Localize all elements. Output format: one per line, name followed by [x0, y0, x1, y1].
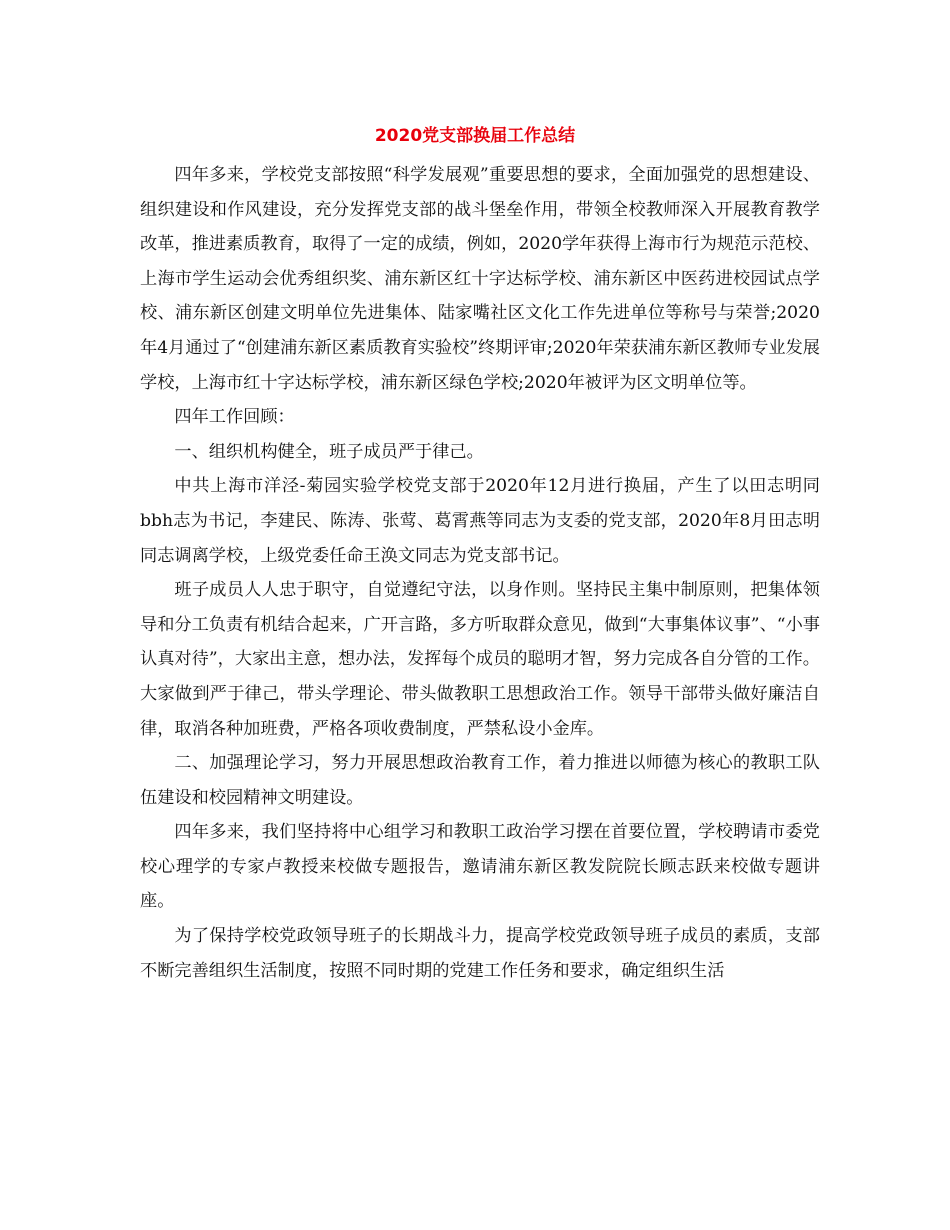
paragraph-organization-life: 为了保持学校党政领导班子的长期战斗力，提高学校党政领导班子成员的素质，支部不断完善组织生活制度，按照不同时期的党建工作任务和要求，确定组织生活 [140, 926, 820, 981]
paragraph-study: 四年多来，我们坚持将中心组学习和教职工政治学习摆在首要位置，学校聘请市委党校心理学的专家卢教授来校做专题报告，邀请浦东新区教发院院长顾志跃来校做专题讲座。 [140, 822, 820, 912]
paragraph-intro: 四年多来，学校党支部按照“科学发展观”重要思想的要求，全面加强党的思想建设、组织建设和作风建设，充分发挥党支部的战斗堡垒作用，带领全校教师深入开展教育教学改革，推进素质教育，取得了一定的成绩，例如，2020学年获得上海市行为规范示范校、上海市学生运动会优秀组织奖、浦东新区红十字达标学校、浦东新区中医药进校园试点学校、浦东新区创建文明单位先进集体、陆家嘴社区文化工作先进单位等称号与荣誉;2020年4月通过了“创建浦东新区素质教育实验校”终期评审;2020年荣获浦东新区教师专业发展学校，上海市红十字达标学校，浦东新区绿色学校;2020年被评为区文明单位等。 [140, 165, 820, 393]
section-heading-1: 一、组织机构健全，班子成员严于律己。 [174, 441, 484, 462]
paragraph-team-members: 班子成员人人忠于职守，自觉遵纪守法，以身作则。坚持民主集中制原则，把集体领导和分工负责有机结合起来，广开言路，多方听取群众意见，做到“大事集体议事”、“小事认真对待”，大家出主意，想办法，发挥每个成员的聪明才智，努力完成各自分管的工作。大家做到严于律己，带头学理论、带头做教职工思想政治工作。领导干部带头做好廉洁自律，取消各种加班费，严格各项收费制度，严禁私设小金库。 [140, 580, 820, 739]
section-heading-2: 二、加强理论学习，努力开展思想政治教育工作，着力推进以师德为核心的教职工队伍建设和校园精神文明建设。 [140, 753, 820, 808]
document-body [140, 158, 820, 988]
paragraph-election: 中共上海市洋泾-菊园实验学校党支部于2020年12月进行换届，产生了以田志明同bbh志为书记，李建民、陈涛、张莺、葛霄燕等同志为支委的党支部，2020年8月田志明同志调离学校，上级党委任命王涣文同志为党支部书记。 [140, 476, 820, 566]
document-title: 2020党支部换届工作总结 [374, 126, 576, 146]
paragraph-review-heading: 四年工作回顾： [174, 407, 295, 428]
